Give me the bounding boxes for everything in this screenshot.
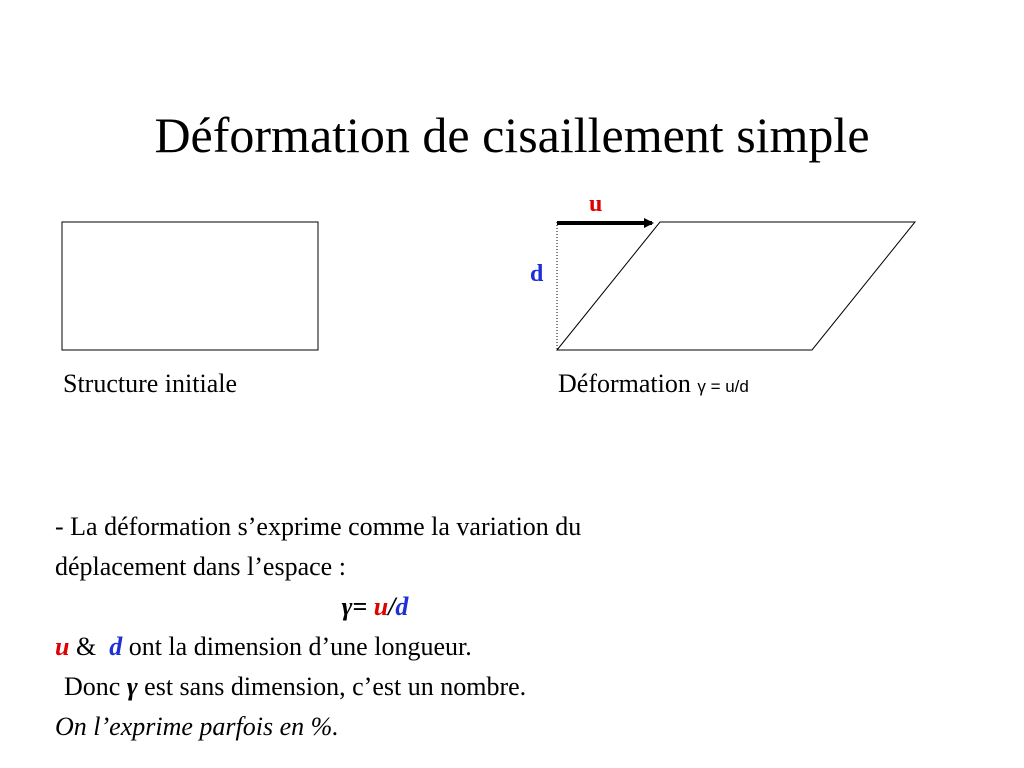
line5-rest: est sans dimension, c’est un nombre. [144, 672, 527, 701]
explanation-line-1: - La déformation s’exprime comme la variation du [55, 512, 582, 541]
explanation-text [55, 507, 775, 747]
explanation-line-5 [55, 667, 775, 707]
label-u: u [589, 191, 603, 217]
formula-gamma: γ [341, 592, 353, 621]
formula-equals: = [352, 592, 368, 621]
slide-title: Déformation de cisaillement simple [154, 107, 870, 163]
caption-deformation-text: Déformation [558, 369, 691, 398]
formula-u: u [373, 592, 389, 621]
caption-deformation [558, 369, 749, 402]
formula-slash: / [388, 592, 396, 621]
line4-rest: ont la dimension d’une longueur. [128, 632, 472, 661]
deformed-parallelogram [557, 222, 915, 350]
explanation-line-2: déplacement dans l’espace : [55, 552, 346, 581]
shear-formula [55, 587, 695, 627]
label-d: d [530, 261, 544, 287]
line4-amp: & [75, 632, 97, 661]
formula-d: d [395, 592, 409, 621]
line5-pre: Donc [64, 672, 121, 701]
initial-rectangle [62, 222, 318, 350]
caption-initial-structure: Structure initiale [63, 369, 238, 398]
explanation-line-6: On l’exprime parfois en %. [55, 712, 339, 741]
explanation-line-4 [55, 627, 775, 667]
line5-gamma: γ [126, 672, 138, 701]
line4-u: u [55, 632, 70, 661]
line4-d: d [109, 632, 123, 661]
caption-deformation-formula: γ = u/d [697, 377, 749, 396]
